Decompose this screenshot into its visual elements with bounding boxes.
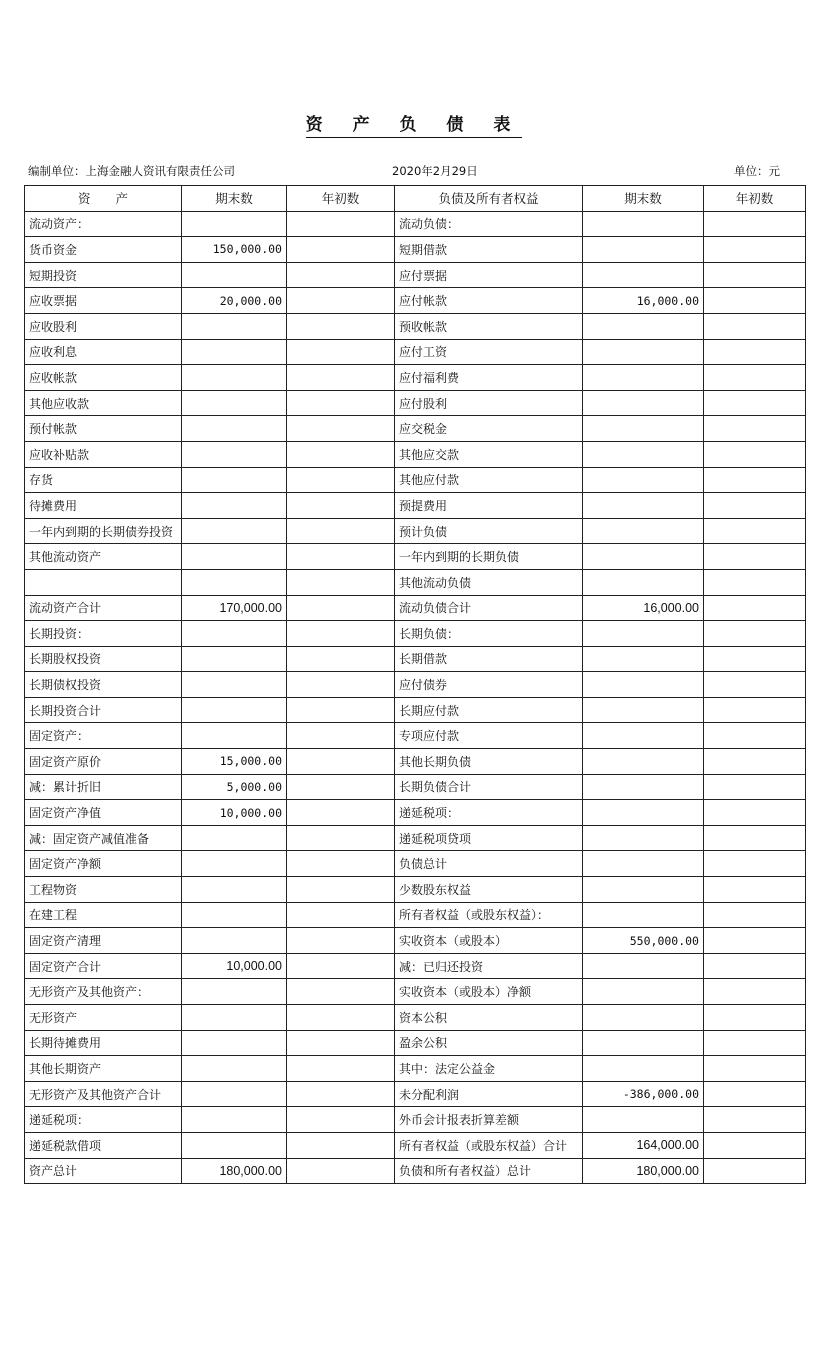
asset-end-value — [182, 979, 287, 1005]
liability-item-label: 长期负债合计 — [395, 774, 583, 800]
liability-begin-value — [704, 1107, 806, 1133]
liability-end-value — [583, 467, 704, 493]
liability-end-value — [583, 749, 704, 775]
asset-item-label: 资产总计 — [25, 1158, 182, 1184]
table-row — [25, 800, 806, 826]
asset-begin-value — [287, 646, 395, 672]
liability-item-label: 应付帐款 — [395, 288, 583, 314]
liability-item-label: 长期借款 — [395, 646, 583, 672]
liability-begin-value — [704, 237, 806, 263]
asset-end-value — [182, 851, 287, 877]
table-row — [25, 518, 806, 544]
liability-item-label: 其中：法定公益金 — [395, 1056, 583, 1082]
liability-item-label: 预提费用 — [395, 493, 583, 519]
liability-item-label: 资本公积 — [395, 1005, 583, 1031]
liability-end-value: 550,000.00 — [583, 928, 704, 954]
liability-end-value — [583, 646, 704, 672]
asset-end-value — [182, 467, 287, 493]
liability-end-value — [583, 441, 704, 467]
liability-end-value — [583, 723, 704, 749]
liability-end-value — [583, 825, 704, 851]
asset-end-value — [182, 877, 287, 903]
asset-begin-value — [287, 1056, 395, 1082]
asset-end-value — [182, 416, 287, 442]
liability-item-label: 应付工资 — [395, 339, 583, 365]
liability-begin-value — [704, 288, 806, 314]
asset-begin-value — [287, 390, 395, 416]
table-row — [25, 441, 806, 467]
liability-item-label: 预计负债 — [395, 518, 583, 544]
liability-begin-value — [704, 518, 806, 544]
asset-item-label: 应收补贴款 — [25, 441, 182, 467]
liability-item-label: 应付股利 — [395, 390, 583, 416]
liability-item-label: 长期应付款 — [395, 697, 583, 723]
table-row — [25, 646, 806, 672]
asset-item-label: 固定资产原价 — [25, 749, 182, 775]
table-row — [25, 288, 806, 314]
liability-begin-value — [704, 1005, 806, 1031]
asset-begin-value — [287, 595, 395, 621]
asset-begin-value — [287, 723, 395, 749]
liability-end-value: 16,000.00 — [583, 595, 704, 621]
asset-item-label: 固定资产净额 — [25, 851, 182, 877]
liability-item-label: 递延税项贷项 — [395, 825, 583, 851]
asset-begin-value — [287, 1132, 395, 1158]
liability-end-value — [583, 1005, 704, 1031]
asset-end-value: 10,000.00 — [182, 953, 287, 979]
asset-end-value — [182, 1005, 287, 1031]
asset-end-value — [182, 621, 287, 647]
table-row — [25, 1107, 806, 1133]
liability-end-value — [583, 902, 704, 928]
table-row — [25, 902, 806, 928]
asset-begin-value — [287, 365, 395, 391]
liability-begin-value — [704, 441, 806, 467]
liability-begin-value — [704, 774, 806, 800]
asset-end-value — [182, 1132, 287, 1158]
liability-item-label: 应交税金 — [395, 416, 583, 442]
asset-end-value — [182, 825, 287, 851]
liability-item-label: 未分配利润 — [395, 1081, 583, 1107]
asset-item-label: 应收利息 — [25, 339, 182, 365]
asset-begin-value — [287, 697, 395, 723]
asset-begin-value — [287, 851, 395, 877]
liability-end-value — [583, 979, 704, 1005]
table-row — [25, 1158, 806, 1184]
table-row — [25, 390, 806, 416]
table-row — [25, 493, 806, 519]
asset-end-value — [182, 646, 287, 672]
liability-begin-value — [704, 1056, 806, 1082]
liability-begin-value — [704, 1132, 806, 1158]
liability-begin-value — [704, 211, 806, 237]
liability-end-value — [583, 953, 704, 979]
liability-end-value: 16,000.00 — [583, 288, 704, 314]
asset-begin-value — [287, 749, 395, 775]
asset-begin-value — [287, 467, 395, 493]
liability-item-label: 外币会计报表折算差额 — [395, 1107, 583, 1133]
liability-begin-value — [704, 313, 806, 339]
asset-begin-value — [287, 518, 395, 544]
asset-end-value: 20,000.00 — [182, 288, 287, 314]
reporting-unit: 编制单位：上海金融人资讯有限责任公司 — [28, 164, 235, 178]
table-row — [25, 877, 806, 903]
liability-begin-value — [704, 1158, 806, 1184]
table-row — [25, 595, 806, 621]
asset-item-label: 流动资产合计 — [25, 595, 182, 621]
table-row — [25, 672, 806, 698]
liability-begin-value — [704, 800, 806, 826]
asset-begin-value — [287, 569, 395, 595]
asset-item-label: 其他流动资产 — [25, 544, 182, 570]
table-row — [25, 1056, 806, 1082]
liability-begin-value — [704, 365, 806, 391]
liability-item-label: 应付债券 — [395, 672, 583, 698]
table-row — [25, 928, 806, 954]
asset-begin-value — [287, 416, 395, 442]
asset-begin-value — [287, 441, 395, 467]
asset-end-value: 5,000.00 — [182, 774, 287, 800]
table-row — [25, 313, 806, 339]
liability-end-value — [583, 262, 704, 288]
liability-item-label: 递延税项： — [395, 800, 583, 826]
col-header-liabilities-begin: 年初数 — [704, 186, 806, 212]
asset-end-value — [182, 1081, 287, 1107]
balance-sheet-table — [24, 185, 806, 1184]
liability-end-value — [583, 313, 704, 339]
liability-item-label: 长期负债： — [395, 621, 583, 647]
liability-end-value — [583, 544, 704, 570]
asset-item-label: 长期债权投资 — [25, 672, 182, 698]
liability-end-value — [583, 697, 704, 723]
asset-begin-value — [287, 902, 395, 928]
liability-end-value — [583, 1030, 704, 1056]
asset-item-label: 应收帐款 — [25, 365, 182, 391]
liability-begin-value — [704, 339, 806, 365]
asset-end-value — [182, 262, 287, 288]
table-row — [25, 416, 806, 442]
table-row — [25, 339, 806, 365]
asset-begin-value — [287, 339, 395, 365]
liability-end-value — [583, 237, 704, 263]
liability-begin-value — [704, 1030, 806, 1056]
liability-end-value — [583, 416, 704, 442]
asset-item-label: 流动资产： — [25, 211, 182, 237]
table-row — [25, 1005, 806, 1031]
liability-begin-value — [704, 851, 806, 877]
table-row — [25, 979, 806, 1005]
liability-item-label: 所有者权益（或股东权益）合计 — [395, 1132, 583, 1158]
table-row — [25, 544, 806, 570]
asset-end-value — [182, 544, 287, 570]
liability-item-label: 所有者权益（或股东权益）： — [395, 902, 583, 928]
asset-end-value — [182, 313, 287, 339]
liability-begin-value — [704, 493, 806, 519]
asset-end-value — [182, 1056, 287, 1082]
asset-begin-value — [287, 979, 395, 1005]
asset-end-value: 180,000.00 — [182, 1158, 287, 1184]
asset-item-label: 固定资产清理 — [25, 928, 182, 954]
liability-begin-value — [704, 467, 806, 493]
liability-item-label: 少数股东权益 — [395, 877, 583, 903]
asset-item-label: 待摊费用 — [25, 493, 182, 519]
liability-begin-value — [704, 416, 806, 442]
asset-begin-value — [287, 211, 395, 237]
liability-item-label: 预收帐款 — [395, 313, 583, 339]
asset-end-value: 10,000.00 — [182, 800, 287, 826]
asset-begin-value — [287, 1005, 395, 1031]
asset-begin-value — [287, 800, 395, 826]
asset-end-value — [182, 211, 287, 237]
liability-end-value — [583, 1056, 704, 1082]
liability-item-label: 实收资本（或股本）净额 — [395, 979, 583, 1005]
asset-begin-value — [287, 544, 395, 570]
asset-item-label: 应收票据 — [25, 288, 182, 314]
liability-begin-value — [704, 1081, 806, 1107]
asset-end-value: 170,000.00 — [182, 595, 287, 621]
col-header-assets: 资 产 — [25, 186, 182, 212]
liability-item-label: 专项应付款 — [395, 723, 583, 749]
asset-end-value: 150,000.00 — [182, 237, 287, 263]
liability-item-label: 流动负债合计 — [395, 595, 583, 621]
table-row — [25, 467, 806, 493]
liability-end-value: -386,000.00 — [583, 1081, 704, 1107]
asset-item-label: 递延税款借项 — [25, 1132, 182, 1158]
liability-item-label: 负债总计 — [395, 851, 583, 877]
col-header-liabilities-end: 期末数 — [583, 186, 704, 212]
liability-item-label: 短期借款 — [395, 237, 583, 263]
asset-item-label: 减：累计折旧 — [25, 774, 182, 800]
asset-item-label: 短期投资 — [25, 262, 182, 288]
asset-begin-value — [287, 877, 395, 903]
table-row — [25, 723, 806, 749]
table-body — [25, 211, 806, 1184]
liability-begin-value — [704, 262, 806, 288]
liability-begin-value — [704, 825, 806, 851]
asset-end-value — [182, 390, 287, 416]
asset-begin-value — [287, 1081, 395, 1107]
asset-item-label: 无形资产及其他资产： — [25, 979, 182, 1005]
liability-item-label: 实收资本（或股本） — [395, 928, 583, 954]
liability-end-value — [583, 672, 704, 698]
liability-begin-value — [704, 902, 806, 928]
liability-begin-value — [704, 544, 806, 570]
liability-end-value — [583, 339, 704, 365]
asset-end-value — [182, 518, 287, 544]
liability-item-label: 应付票据 — [395, 262, 583, 288]
liability-begin-value — [704, 697, 806, 723]
liability-begin-value — [704, 672, 806, 698]
asset-item-label: 无形资产及其他资产合计 — [25, 1081, 182, 1107]
table-row — [25, 621, 806, 647]
liability-item-label: 减：已归还投资 — [395, 953, 583, 979]
liability-end-value — [583, 1107, 704, 1133]
report-title — [0, 110, 828, 135]
liability-end-value: 180,000.00 — [583, 1158, 704, 1184]
liability-item-label: 盈余公积 — [395, 1030, 583, 1056]
asset-end-value — [182, 697, 287, 723]
asset-end-value — [182, 339, 287, 365]
header-row — [25, 186, 806, 212]
asset-item-label: 长期待摊费用 — [25, 1030, 182, 1056]
liability-begin-value — [704, 953, 806, 979]
asset-end-value — [182, 928, 287, 954]
liability-begin-value — [704, 877, 806, 903]
liability-end-value — [583, 851, 704, 877]
liability-item-label: 应付福利费 — [395, 365, 583, 391]
table-row — [25, 953, 806, 979]
asset-begin-value — [287, 288, 395, 314]
asset-begin-value — [287, 774, 395, 800]
liability-end-value — [583, 877, 704, 903]
report-date: 2020年2月29日 — [392, 164, 478, 178]
liability-begin-value — [704, 569, 806, 595]
liability-begin-value — [704, 723, 806, 749]
col-header-liabilities: 负债及所有者权益 — [395, 186, 583, 212]
liability-item-label: 其他应付款 — [395, 467, 583, 493]
asset-begin-value — [287, 825, 395, 851]
asset-item-label — [25, 569, 182, 595]
liability-end-value — [583, 569, 704, 595]
asset-item-label: 长期股权投资 — [25, 646, 182, 672]
asset-end-value — [182, 723, 287, 749]
liability-end-value — [583, 800, 704, 826]
asset-item-label: 货币资金 — [25, 237, 182, 263]
asset-item-label: 固定资产合计 — [25, 953, 182, 979]
table-row — [25, 262, 806, 288]
asset-end-value — [182, 672, 287, 698]
asset-item-label: 其他应收款 — [25, 390, 182, 416]
liability-begin-value — [704, 390, 806, 416]
asset-begin-value — [287, 1158, 395, 1184]
liability-begin-value — [704, 749, 806, 775]
asset-item-label: 无形资产 — [25, 1005, 182, 1031]
table-row — [25, 697, 806, 723]
table-row — [25, 211, 806, 237]
asset-item-label: 在建工程 — [25, 902, 182, 928]
asset-begin-value — [287, 313, 395, 339]
asset-end-value — [182, 569, 287, 595]
liability-end-value — [583, 211, 704, 237]
table-row — [25, 1081, 806, 1107]
liability-end-value — [583, 365, 704, 391]
liability-item-label: 负债和所有者权益）总计 — [395, 1158, 583, 1184]
liability-item-label: 其他应交款 — [395, 441, 583, 467]
asset-item-label: 一年内到期的长期债券投资 — [25, 518, 182, 544]
asset-begin-value — [287, 621, 395, 647]
asset-end-value — [182, 1030, 287, 1056]
asset-begin-value — [287, 953, 395, 979]
table-row — [25, 851, 806, 877]
asset-item-label: 预付帐款 — [25, 416, 182, 442]
asset-item-label: 工程物资 — [25, 877, 182, 903]
table-row — [25, 825, 806, 851]
asset-end-value — [182, 441, 287, 467]
asset-end-value — [182, 902, 287, 928]
table-row — [25, 237, 806, 263]
asset-end-value: 15,000.00 — [182, 749, 287, 775]
asset-item-label: 固定资产净值 — [25, 800, 182, 826]
asset-item-label: 其他长期资产 — [25, 1056, 182, 1082]
liability-begin-value — [704, 646, 806, 672]
table-row — [25, 1132, 806, 1158]
liability-end-value — [583, 774, 704, 800]
asset-item-label: 减：固定资产减值准备 — [25, 825, 182, 851]
liability-item-label: 其他长期负债 — [395, 749, 583, 775]
asset-item-label: 存货 — [25, 467, 182, 493]
asset-item-label: 应收股利 — [25, 313, 182, 339]
report-title-text: 资 产 负 债 表 — [306, 115, 523, 138]
asset-item-label: 长期投资： — [25, 621, 182, 647]
asset-item-label: 固定资产： — [25, 723, 182, 749]
liability-end-value — [583, 390, 704, 416]
asset-item-label: 递延税项： — [25, 1107, 182, 1133]
liability-begin-value — [704, 595, 806, 621]
asset-end-value — [182, 1107, 287, 1133]
liability-begin-value — [704, 928, 806, 954]
table-row — [25, 365, 806, 391]
asset-begin-value — [287, 672, 395, 698]
asset-begin-value — [287, 262, 395, 288]
asset-end-value — [182, 365, 287, 391]
table-row — [25, 569, 806, 595]
liability-begin-value — [704, 979, 806, 1005]
asset-item-label: 长期投资合计 — [25, 697, 182, 723]
liability-end-value — [583, 493, 704, 519]
liability-item-label: 流动负债： — [395, 211, 583, 237]
table-row — [25, 774, 806, 800]
asset-begin-value — [287, 1030, 395, 1056]
asset-begin-value — [287, 928, 395, 954]
liability-end-value — [583, 518, 704, 544]
currency-unit: 单位：元 — [734, 164, 780, 178]
asset-begin-value — [287, 237, 395, 263]
liability-end-value — [583, 621, 704, 647]
liability-item-label: 其他流动负债 — [395, 569, 583, 595]
liability-begin-value — [704, 621, 806, 647]
table-row — [25, 1030, 806, 1056]
table-row — [25, 749, 806, 775]
col-header-assets-begin: 年初数 — [287, 186, 395, 212]
asset-begin-value — [287, 1107, 395, 1133]
asset-end-value — [182, 493, 287, 519]
col-header-assets-end: 期末数 — [182, 186, 287, 212]
asset-begin-value — [287, 493, 395, 519]
liability-end-value: 164,000.00 — [583, 1132, 704, 1158]
liability-item-label: 一年内到期的长期负债 — [395, 544, 583, 570]
